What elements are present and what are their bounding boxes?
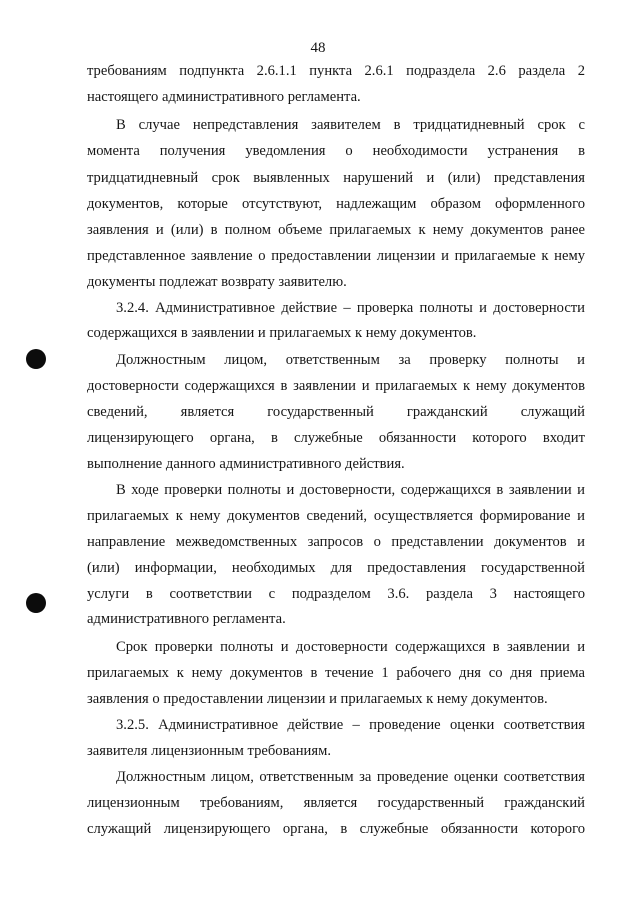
text-line: услуги в соответствии с подразделом 3.6. раздела 3 настоящего [87, 586, 585, 602]
text-line: документов, которые отсутствуют, надлежащим образом оформленного [87, 196, 585, 212]
text-line: направление межведомственных запросов о представлении документов и [87, 534, 585, 550]
punch-hole-bottom [26, 593, 46, 613]
text-line: содержащихся в заявлении и прилагаемых к нему документов. [87, 325, 477, 341]
text-line: Должностным лицом, ответственным за проверку полноты и [116, 352, 585, 368]
text-line: административного регламента. [87, 611, 286, 627]
text-line: тридцатидневный срок выявленных нарушений и (или) представления [87, 170, 585, 186]
page-number: 48 [310, 40, 326, 56]
text-line: прилагаемых к нему документов сведений, осуществляется формирование и [87, 508, 585, 524]
text-line: В ходе проверки полноты и достоверности, содержащихся в заявлении и [116, 482, 585, 498]
text-line: лицензионным требованиям, является государственный гражданский [87, 795, 585, 811]
text-line: Должностным лицом, ответственным за проведение оценки соответствия [116, 769, 585, 785]
text-line: служащий лицензирующего органа, в служебные обязанности которого [87, 821, 585, 837]
text-line: В случае непредставления заявителем в тридцатидневный срок с [116, 117, 585, 133]
text-line: 3.2.5. Административное действие – проведение оценки соответствия [116, 717, 585, 733]
text-line: 3.2.4. Административное действие – проверка полноты и достоверности [116, 300, 585, 316]
punch-hole-top [26, 349, 46, 369]
text-line: представленное заявление о предоставлении лицензии и прилагаемые к нему [87, 248, 585, 264]
text-line: Срок проверки полноты и достоверности содержащихся в заявлении и [116, 639, 585, 655]
text-line: достоверности содержащихся в заявлении и прилагаемых к нему документов [87, 378, 585, 394]
text-line: требованиям подпункта 2.6.1.1 пункта 2.6.1 подраздела 2.6 раздела 2 [87, 63, 585, 79]
text-line: момента получения уведомления о необходимости устранения в [87, 143, 585, 159]
text-line: документы подлежат возврату заявителю. [87, 274, 347, 290]
text-line: (или) информации, необходимых для предоставления государственной [87, 560, 585, 576]
text-line: выполнение данного административного действия. [87, 456, 405, 472]
text-line: прилагаемых к нему документов в течение 1 рабочего дня со дня приема [87, 665, 585, 681]
text-line: лицензирующего органа, в служебные обязанности которого входит [87, 430, 585, 446]
text-line: заявления о предоставлении лицензии и прилагаемых к нему документов. [87, 691, 548, 707]
text-line: настоящего административного регламента. [87, 89, 361, 105]
text-line: заявления и (или) в полном объеме прилагаемых к нему документов ранее [87, 222, 585, 238]
text-line: сведений, является государственный гражданский служащий [87, 404, 585, 420]
text-line: заявителя лицензионным требованиям. [87, 743, 331, 759]
